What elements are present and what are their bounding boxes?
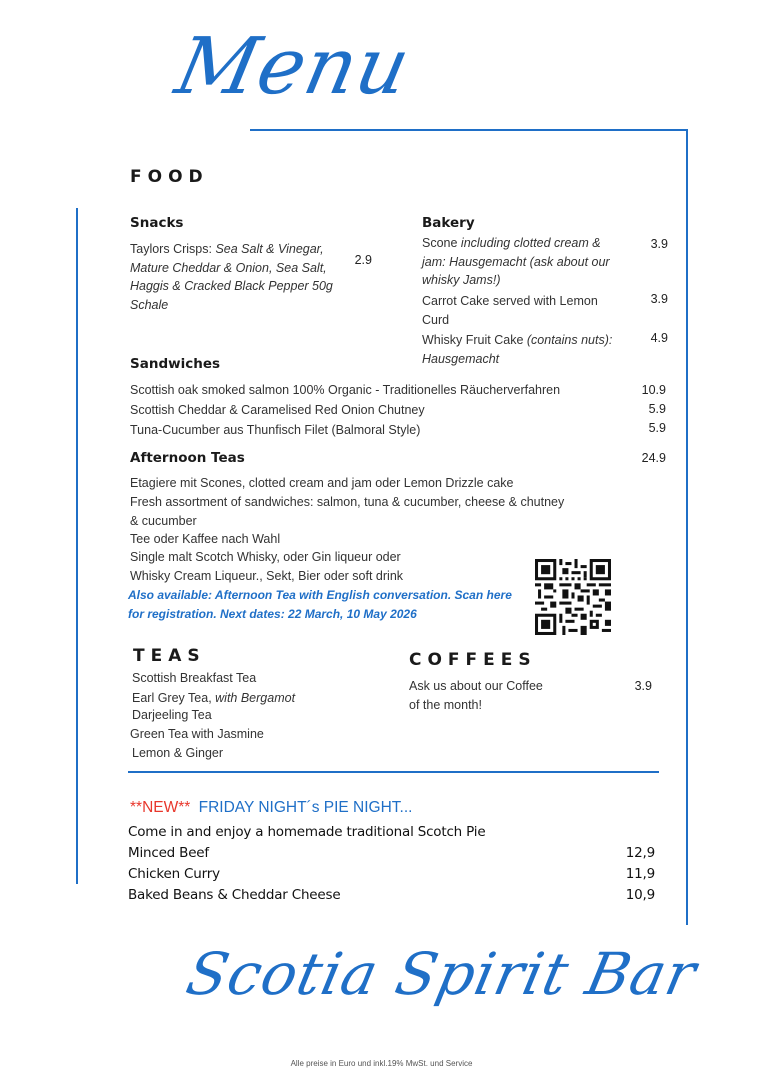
bakery-heading: Bakery: [422, 215, 475, 231]
pie-item: Chicken Curry: [128, 866, 220, 882]
top-frame-line: [250, 129, 688, 131]
pie-item-price: 11,9: [625, 866, 655, 882]
tea-item-desc: with Bergamot: [215, 691, 296, 705]
tea-item: Scottish Breakfast Tea: [132, 671, 257, 685]
bakery-item-desc: including clotted cream & jam: Hausgemacht (ask about our whisky Jams!): [422, 236, 610, 287]
bakery-item-name: Scone: [422, 236, 461, 250]
qr-code[interactable]: [535, 559, 611, 635]
snacks-heading: Snacks: [130, 215, 184, 231]
snack-item-name: Taylors Crisps:: [130, 242, 216, 256]
afternoon-teas-heading: Afternoon Teas: [130, 450, 245, 466]
snack-item-desc: Sea Salt & Vinegar, Mature Cheddar & Onion, Sea Salt, Haggis & Cracked Black Pepper 50g Schale: [130, 242, 333, 312]
coffee-price: 3.9: [634, 679, 652, 693]
afternoon-tea-line: Single malt Scotch Whisky, oder Gin liqueur oder: [130, 550, 401, 564]
afternoon-tea-line: Whisky Cream Liqueur., Sekt, Bier oder soft drink: [130, 569, 404, 583]
bakery-item-name: Carrot Cake served with Lemon Curd: [422, 294, 598, 327]
bakery-item-price: 4.9: [650, 331, 668, 345]
new-label: **NEW**: [130, 799, 191, 816]
teas-heading: TEAS: [133, 646, 206, 666]
tea-item: Lemon & Ginger: [132, 746, 224, 760]
tea-item-name: Earl Grey Tea,: [132, 691, 216, 705]
food-heading: FOOD: [130, 167, 209, 187]
sandwiches-heading: Sandwiches: [130, 356, 221, 372]
sandwich-item-price: 5.9: [648, 421, 666, 435]
pie-item: Minced Beef: [128, 845, 209, 861]
sandwich-item: Scottish Cheddar & Caramelised Red Onion Chutney: [130, 403, 425, 417]
pie-item-price: 10,9: [625, 887, 655, 903]
bakery-item-name: Whisky Fruit Cake: [422, 333, 527, 347]
bar-name-logo: Scotia Spirit Bar: [180, 940, 703, 1008]
afternoon-tea-line: Tee oder Kaffee nach Wahl: [130, 532, 281, 546]
coffee-line: Ask us about our Coffee: [409, 679, 543, 693]
sandwich-item-price: 10.9: [641, 383, 666, 397]
coffees-heading: COFFEES: [409, 650, 537, 670]
afternoon-tea-line: Fresh assortment of sandwiches: salmon, tuna & cucumber, cheese & chutney: [130, 495, 565, 509]
section-divider: [128, 771, 659, 773]
afternoon-tea-line: Etagiere mit Scones, clotted cream and jam oder Lemon Drizzle cake: [130, 476, 514, 490]
bakery-item: [422, 234, 618, 290]
afternoon-teas-price: 24.9: [641, 451, 666, 465]
sandwich-item: Tuna-Cucumber aus Thunfisch Filet (Balmoral Style): [130, 423, 421, 437]
tea-item: Green Tea with Jasmine: [130, 727, 264, 741]
coffee-line: of the month!: [409, 698, 482, 712]
snack-item-price: 2.9: [354, 253, 372, 267]
bakery-item-price: 3.9: [650, 237, 668, 251]
sandwich-item: Scottish oak smoked salmon 100% Organic - Traditionelles Räucherverfahren: [130, 383, 561, 397]
tea-item: [132, 689, 295, 708]
bakery-item-price: 3.9: [650, 292, 668, 306]
bakery-item: [422, 292, 608, 329]
right-frame-line: [686, 129, 688, 925]
afternoon-tea-note: for registration. Next dates: 22 March, 10 May 2026: [128, 607, 417, 621]
pie-item: Baked Beans & Cheddar Cheese: [128, 887, 341, 903]
afternoon-tea-line: & cucumber: [130, 514, 197, 528]
pie-night-intro: Come in and enjoy a homemade traditional Scotch Pie: [128, 824, 486, 840]
tea-item: Darjeeling Tea: [132, 708, 212, 722]
pie-night-heading: FRIDAY NIGHT´s PIE NIGHT...: [198, 799, 413, 816]
left-frame-line: [76, 208, 78, 884]
snack-item: [130, 240, 342, 314]
sandwich-item-price: 5.9: [648, 402, 666, 416]
bakery-item: [422, 331, 622, 368]
afternoon-tea-note: Also available: Afternoon Tea with English conversation. Scan here: [128, 588, 512, 602]
menu-title: Menu: [168, 22, 419, 112]
pie-item-price: 12,9: [625, 845, 655, 861]
footer-note: Alle preise in Euro und inkl.19% MwSt. und Service: [290, 1059, 473, 1068]
bakery-item-desc: (contains nuts): Hausgemacht: [422, 333, 613, 366]
pie-night-title: [130, 799, 412, 817]
